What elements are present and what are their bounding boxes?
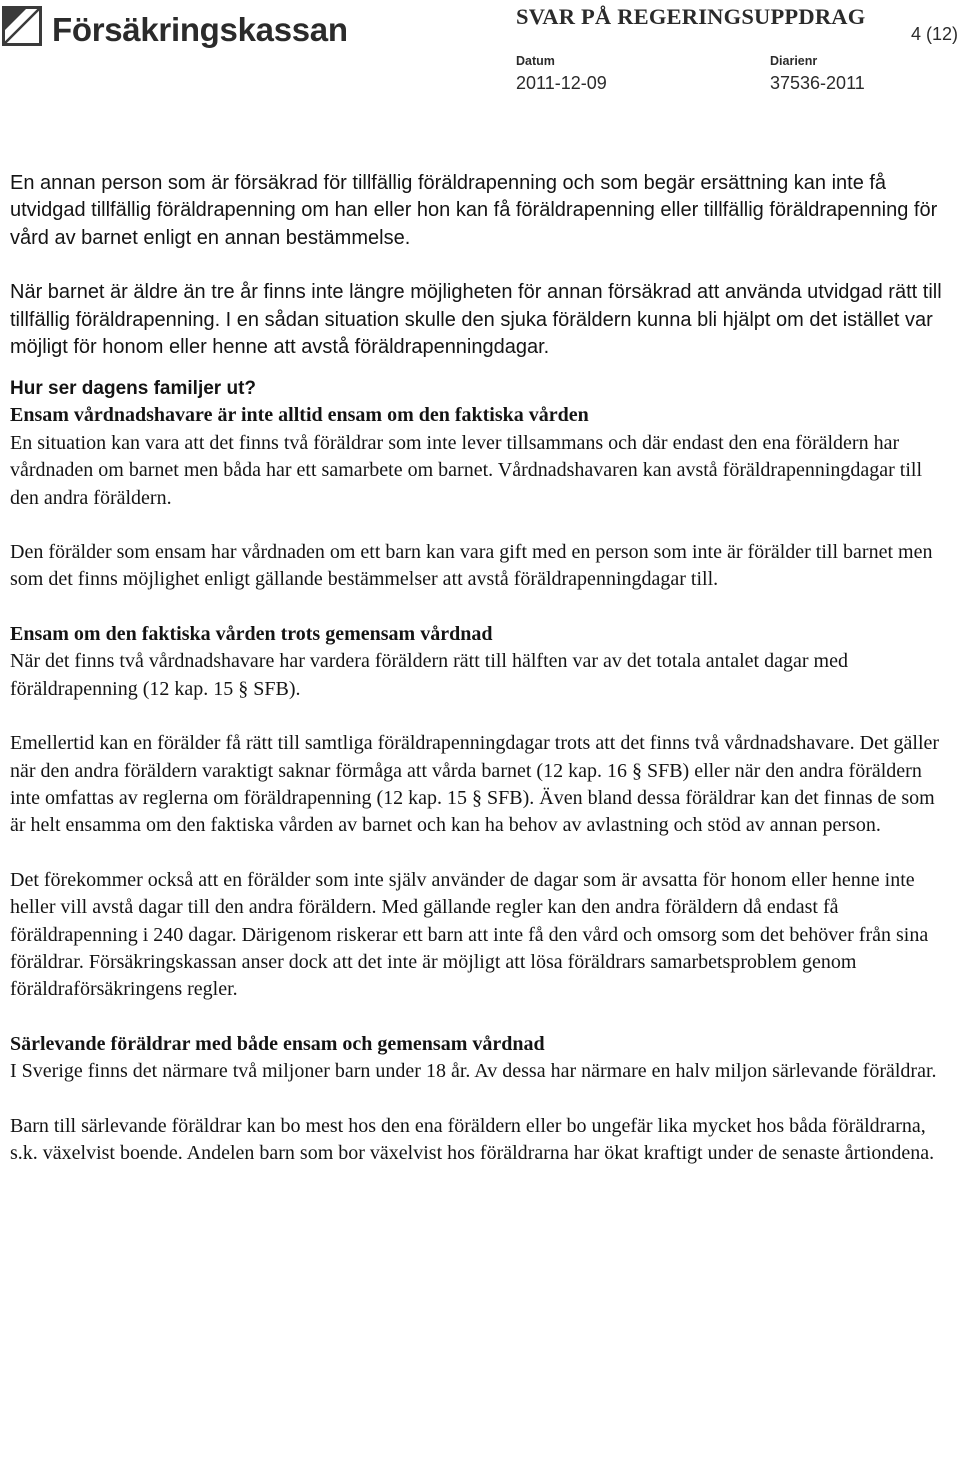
paragraph: När det finns två vårdnadshavare har vardera föräldern rätt till hälften var av det totala antalet dagar med föräldrapenning (12 kap. 15 § SFB).	[10, 650, 848, 700]
paragraph: Emellertid kan en förälder få rätt till samtliga föräldrapenningdagar trots att det finns två vårdnadshavare. Det gäller när den andra föräldern varaktigt saknar förmåga att vårda barnet (12 kap. 16 § SFB) eller när den andra föräldern inte omfattas av reglerna om föräldrapenning (12 kap. 15 § SFB). Även bland dessa föräldrar kan det finnas de som är helt ensamma om den faktiska vården av barnet och kan ha behov av avlastning och stöd av annan person.	[10, 732, 940, 837]
subsection-heading: Särlevande föräldrar med både ensam och gemensam vårdnad	[10, 1032, 545, 1055]
logo-text: Försäkringskassan	[52, 11, 348, 48]
subsection-heading: Ensam om den faktiska vården trots gemensam vårdnad	[10, 622, 493, 645]
paragraph: En annan person som är försäkrad för tillfällig föräldrapenning och som begär ersättning kan inte få utvidgad tillfällig föräldrapenning om han eller hon kan få föräldrapenning eller tillfällig föräldrapenning för vård av barnet enligt en annan bestämmelse.	[10, 172, 938, 249]
section-heading: Hur ser dagens familjer ut?	[10, 378, 257, 400]
logo-mark-icon	[2, 6, 42, 46]
paragraph: När barnet är äldre än tre år finns inte längre möjligheten för annan försäkrad att använda utvidgad rätt till tillfällig föräldrapenning. I en sådan situation skulle den sjuka föräldern kunna bli hjälpt om det istället var möjligt för honom eller henne att avstå föräldrapenningdagar.	[10, 281, 942, 359]
subsection-heading: Ensam vårdnadshavare är inte alltid ensam om den faktiska vården	[10, 404, 589, 427]
paragraph: Barn till särlevande föräldrar kan bo mest hos den ena föräldern eller bo ungefär lika mycket hos båda föräldrarna, s.k. växelvist boende. Andelen barn som bor växelvist hos föräldrarna har ökat kraftigt under de senaste årtiondena.	[10, 1114, 935, 1164]
paragraph: Den förälder som ensam har vårdnaden om ett barn kan vara gift med en person som inte är förälder till barnet men som det finns möjlighet enligt gällande bestämmelser att avstå föräldrapenningdagar till.	[10, 541, 933, 591]
date-value: 2011-12-09	[516, 73, 607, 93]
reference-value: 37536-2011	[770, 73, 865, 93]
agency-logo	[2, 6, 348, 46]
date-label: Datum	[516, 54, 555, 68]
reference-label: Diarienr	[770, 54, 818, 68]
document-type: SVAR PÅ REGERINGSUPPDRAG	[516, 4, 866, 29]
page-header	[0, 0, 960, 110]
document-body	[10, 170, 955, 1167]
paragraph: I Sverige finns det närmare två miljoner barn under 18 år. Av dessa har närmare en halv miljon särlevande föräldrar.	[10, 1060, 937, 1083]
paragraph: Det förekommer också att en förälder som inte själv använder de dagar som är avsatta för honom eller henne inte heller vill avstå dagar till den andra föräldern. Med gällande regler kan den andra föräldern då endast få föräldrapenning i 240 dagar. Därigenom riskerar ett barn att inte få den vård och omsorg som det behöver från sina föräldrar. Försäkringskassan anser dock att det inte är möjligt att lösa föräldrars samarbetsproblem genom föräldraförsäkringens regler.	[10, 868, 929, 1001]
page-number: 4 (12)	[910, 24, 958, 44]
paragraph: En situation kan vara att det finns två föräldrar som inte lever tillsammans och där endast den ena föräldern har vårdnaden om barnet men båda har ett samarbete om barnet. Vårdnadshavaren kan avstå föräldrapenningdagar till den andra föräldern.	[10, 431, 923, 509]
